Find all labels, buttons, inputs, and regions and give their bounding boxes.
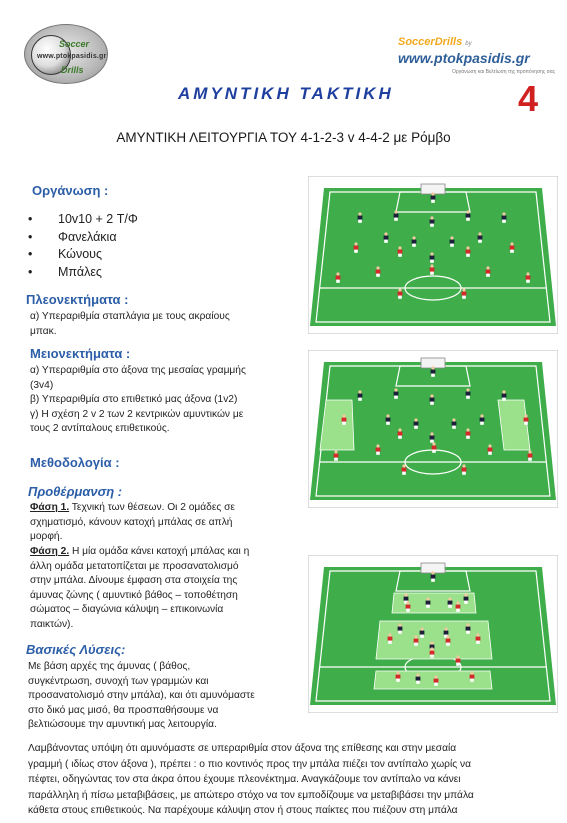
player-head [426, 597, 429, 600]
list-item: • Μπάλες [28, 264, 138, 282]
player-shirt [526, 276, 531, 280]
disadvantages-text [30, 364, 246, 437]
logo-word-soccer: Soccer [59, 39, 90, 49]
player-shirt [336, 276, 341, 280]
player-shirt [402, 468, 407, 472]
player-shirt [416, 677, 421, 681]
player-head [342, 414, 345, 417]
brand-by: by [465, 41, 472, 47]
player-head [456, 655, 459, 658]
text-line [30, 501, 235, 516]
warmup-heading: Προθέρμανση : [28, 484, 123, 499]
player-head [404, 593, 407, 596]
player-shorts [464, 601, 468, 604]
player-shorts [402, 472, 406, 475]
player-shorts [430, 260, 434, 263]
logo-url: www.ptokpasidis.gr [37, 53, 107, 60]
player-shirt [430, 268, 435, 272]
player-shirt [358, 394, 363, 398]
player-head [430, 641, 433, 644]
player-head [416, 673, 419, 676]
player-shorts [354, 250, 358, 253]
text-line: β) Υπεραριθμία στο επιθετικό μας άξονα (1v2) [30, 394, 238, 406]
methodology-heading: Μεθοδολογία : [30, 455, 120, 470]
text-line: πέφτει, οδηγώντας τον στα άκρα όπου έχουμε πλεονέκτημα. Αναγκάζουμε τον αντίπαλο να κάνει [28, 774, 461, 786]
player-shorts [432, 450, 436, 453]
player-shirt [431, 370, 436, 374]
player-shorts [480, 422, 484, 425]
phase1-label: Φάση 1. [30, 502, 70, 513]
player-head [528, 450, 531, 453]
player-head [430, 252, 433, 255]
player-head [354, 242, 357, 245]
player-shorts [470, 679, 474, 682]
text-line: στην μπάλα. Δίνουμε έμφαση στα στοιχεία της [30, 575, 238, 587]
text-line: στο δικό μας μισό, θα προσπαθήσουμε να [28, 704, 219, 716]
player-shirt [432, 446, 437, 450]
player-head [398, 623, 401, 626]
text-line: συγκέντρωση, συνοχή των γραμμών και [28, 675, 209, 687]
player-shirt [398, 292, 403, 296]
player-shorts [388, 641, 392, 644]
list-item: • 10v10 + 2 Τ/Φ [28, 211, 138, 229]
player-shorts [452, 426, 456, 429]
player-shirt [394, 214, 399, 218]
player-shorts [450, 244, 454, 247]
player-shorts [510, 250, 514, 253]
player-shirt [480, 418, 485, 422]
text-line: γ) Η σχέση 2 v 2 των 2 κεντρικών αμυντικών με [30, 408, 244, 420]
text-line: σχηματισμό, κάνουν κατοχή μπάλας σε απλή [30, 516, 233, 528]
player-shirt [446, 639, 451, 643]
player-head [398, 246, 401, 249]
player-shirt [431, 575, 436, 579]
player-shirt [456, 659, 461, 663]
text-line: παράλληλη ή πίσω μεταβιβάσεις, με απώτερο στόχο να τον εμποδίζουμε να μεταβιβάσει την μπάλα [28, 789, 474, 801]
player-shorts [396, 679, 400, 682]
player-shirt [420, 631, 425, 635]
player-shirt [430, 256, 435, 260]
player-shirt [502, 394, 507, 398]
player-head [466, 246, 469, 249]
player-shirt [488, 448, 493, 452]
player-shirt [510, 246, 515, 250]
player-head [358, 390, 361, 393]
player-head [376, 444, 379, 447]
player-shorts [426, 605, 430, 608]
list-item: • Κώνους [28, 246, 138, 264]
brand-tagline: Οργάνωση και Βελτίωση της προπόνησης σας [452, 69, 556, 75]
player-shorts [430, 272, 434, 275]
player-head [524, 414, 527, 417]
player-head [402, 464, 405, 467]
player-head [414, 635, 417, 638]
player-head [358, 212, 361, 215]
player-head [336, 272, 339, 275]
player-shirt [376, 448, 381, 452]
bottom-paragraph [28, 741, 550, 819]
player-head [388, 633, 391, 636]
player-shorts [414, 426, 418, 429]
player-shorts [412, 244, 416, 247]
player-shorts [434, 683, 438, 686]
player-shorts [478, 240, 482, 243]
zone-attack [374, 671, 492, 689]
player-shirt [466, 392, 471, 396]
text-line: σώματος – διαγώνια κάλυψη – επικοινωνία [30, 604, 224, 616]
player-head [430, 432, 433, 435]
player-shirt [452, 422, 457, 426]
player-head [462, 464, 465, 467]
phase2-line: Η μία ομάδα κάνει κατοχή μπάλας και η [69, 546, 250, 557]
brand-name-text: SoccerDrills [398, 36, 463, 48]
player-head [502, 390, 505, 393]
pitch-diagram-phase1 [308, 350, 558, 508]
player-shirt [376, 270, 381, 274]
disadvantages-heading: Μειονεκτήματα : [30, 346, 131, 361]
player-shirt [456, 605, 461, 609]
player-shirt [478, 236, 483, 240]
player-head [462, 288, 465, 291]
player-head [478, 232, 481, 235]
advantages-text [30, 310, 230, 339]
player-head [384, 232, 387, 235]
player-shorts [430, 655, 434, 658]
player-shirt [384, 236, 389, 240]
player-shirt [430, 220, 435, 224]
player-shirt [470, 675, 475, 679]
player-shorts [336, 280, 340, 283]
player-shorts [416, 681, 420, 684]
player-head [526, 272, 529, 275]
player-shorts [462, 296, 466, 299]
player-head [466, 388, 469, 391]
phase1-line: Τεχνική των θέσεων. Οι 2 ομάδες σε [69, 502, 235, 513]
organization-list [28, 211, 138, 281]
player-shorts [502, 398, 506, 401]
player-head [452, 418, 455, 421]
player-shirt [404, 597, 409, 601]
player-head [448, 597, 451, 600]
text-line: μορφή. [30, 531, 63, 543]
player-shirt [430, 651, 435, 655]
player-shorts [486, 274, 490, 277]
player-shirt [430, 436, 435, 440]
player-shirt [398, 432, 403, 436]
player-head [510, 242, 513, 245]
player-shorts [334, 458, 338, 461]
player-shirt [466, 432, 471, 436]
player-shorts [384, 240, 388, 243]
player-shorts [386, 422, 390, 425]
soccer-drills-logo [24, 24, 108, 84]
player-shorts [431, 374, 435, 377]
player-head [488, 444, 491, 447]
player-head [476, 633, 479, 636]
player-head [398, 288, 401, 291]
player-head [396, 671, 399, 674]
page-subtitle: ΑΜΥΝΤΙΚΗ ΛΕΙΤΟΥΡΓΙΑ ΤΟΥ 4-1-2-3 v 4-4-2 με Ρόμβο [116, 130, 451, 145]
player-head [450, 236, 453, 239]
player-head [486, 266, 489, 269]
player-shirt [398, 627, 403, 631]
player-head [414, 418, 417, 421]
advantages-heading: Πλεονεκτήματα : [26, 292, 129, 307]
player-shirt [414, 639, 419, 643]
player-head [431, 192, 434, 195]
player-shorts [456, 663, 460, 666]
player-shorts [342, 422, 346, 425]
player-head [470, 671, 473, 674]
player-shorts [430, 440, 434, 443]
player-shorts [524, 422, 528, 425]
player-head [430, 647, 433, 650]
player-shirt [354, 246, 359, 250]
text-line: (3v4) [30, 379, 54, 391]
player-shirt [426, 601, 431, 605]
player-shorts [502, 220, 506, 223]
player-shirt [466, 627, 471, 631]
player-shirt [450, 240, 455, 244]
player-shirt [342, 418, 347, 422]
player-shirt [394, 392, 399, 396]
player-shorts [398, 254, 402, 257]
player-head [430, 216, 433, 219]
text-line: α) Υπεραριθμία στο άξονα της μεσαίας γραμμής [30, 365, 246, 376]
player-head [376, 266, 379, 269]
player-shorts [358, 398, 362, 401]
player-head [480, 414, 483, 417]
player-shorts [462, 472, 466, 475]
player-head [446, 635, 449, 638]
player-shorts [394, 396, 398, 399]
player-head [431, 366, 434, 369]
player-shorts [446, 643, 450, 646]
player-shirt [466, 214, 471, 218]
player-head [444, 627, 447, 630]
player-shorts [431, 200, 435, 203]
player-shorts [528, 458, 532, 461]
player-head [386, 414, 389, 417]
player-head [394, 388, 397, 391]
text-line: Με βάση αρχές της άμυνας ( βάθος, [28, 661, 191, 672]
player-shirt [334, 454, 339, 458]
text-line: βελτιώσουμε την αμυντική μας λειτουργία. [28, 719, 217, 731]
player-shirt [358, 216, 363, 220]
drill-number: 4 [518, 78, 539, 119]
player-shirt [430, 398, 435, 402]
player-shorts [430, 402, 434, 405]
player-shirt [431, 196, 436, 200]
player-shorts [430, 224, 434, 227]
basic-solutions-heading: Βασικές Λύσεις: [26, 642, 126, 657]
player-shirt [466, 250, 471, 254]
phase2-label: Φάση 2. [30, 546, 70, 557]
player-shorts [466, 218, 470, 221]
player-shorts [466, 254, 470, 257]
player-shorts [466, 396, 470, 399]
player-shorts [376, 274, 380, 277]
player-shirt [524, 418, 529, 422]
brand-name [398, 36, 472, 48]
player-head [412, 236, 415, 239]
phase1-text [30, 501, 235, 545]
player-shirt [464, 597, 469, 601]
player-shirt [406, 605, 411, 609]
player-shorts [376, 452, 380, 455]
player-head [406, 601, 409, 604]
player-shirt [486, 270, 491, 274]
player-shorts [448, 605, 452, 608]
player-shorts [420, 635, 424, 638]
player-head [398, 428, 401, 431]
player-head [466, 623, 469, 626]
text-line: Λαμβάνοντας υπόψη ότι αμυνόμαστε σε υπεραριθμία στον άξονα της επίθεσης και στην μεσαία [28, 743, 457, 754]
player-head [431, 571, 434, 574]
player-shirt [386, 418, 391, 422]
pitch-diagram-formation [308, 176, 558, 334]
player-shirt [412, 240, 417, 244]
player-shirt [462, 292, 467, 296]
player-head [434, 675, 437, 678]
text-line: τους 2 αντίπαλους επιθετικούς. [30, 423, 170, 435]
player-shirt [444, 631, 449, 635]
player-shirt [462, 468, 467, 472]
player-head [430, 394, 433, 397]
text-line: γραμμή ( ιδίως στον άξονα ), πρέπει : ο πιο κοντινός προς την μπάλα πιέζει τον αντίπαλο χωρίς να [28, 758, 471, 770]
player-shorts [398, 436, 402, 439]
text-line: προσανατολισμό στην μπάλα), και ότι αμυνόμαστε [28, 690, 255, 702]
brand-url: www.ptokpasidis.gr [398, 50, 530, 66]
player-shorts [526, 280, 530, 283]
player-head [464, 593, 467, 596]
player-shirt [398, 250, 403, 254]
logo-word-drills: Drills [61, 65, 84, 75]
player-shirt [396, 675, 401, 679]
player-shorts [488, 452, 492, 455]
text-line: μπακ. [30, 325, 57, 337]
player-shirt [502, 216, 507, 220]
player-shorts [398, 631, 402, 634]
player-head [432, 442, 435, 445]
text-line: παικτών). [30, 618, 74, 630]
player-shirt [388, 637, 393, 641]
player-head [456, 601, 459, 604]
player-shorts [456, 609, 460, 612]
player-head [502, 212, 505, 215]
player-shorts [466, 436, 470, 439]
player-shirt [476, 637, 481, 641]
player-shorts [476, 641, 480, 644]
player-shirt [528, 454, 533, 458]
zone-right [498, 400, 530, 450]
pitch-diagram-phase2 [308, 555, 558, 713]
text-line: α) Υπεραριθμία σταπλάγια με τους ακραίους [30, 311, 230, 322]
organization-heading: Οργάνωση : [32, 183, 109, 198]
text-line: κάθετα στους επιθετικούς. Να παρέχουμε κάλυψη στον ή στους παίκτες που πιέζουν στη μπάλα [28, 805, 458, 817]
text-line: άλλη ομάδα μετατοπίζεται με προσανατολισμό [30, 560, 239, 572]
list-item: • Φανελάκια [28, 229, 138, 247]
basic-solutions-text [28, 660, 255, 733]
player-shirt [434, 679, 439, 683]
player-head [420, 627, 423, 630]
player-shorts [414, 643, 418, 646]
phase2-text [30, 545, 249, 633]
player-head [466, 210, 469, 213]
zone-left [320, 400, 354, 450]
player-shorts [358, 220, 362, 223]
player-shirt [448, 601, 453, 605]
player-shorts [398, 296, 402, 299]
player-shorts [394, 218, 398, 221]
player-head [430, 264, 433, 267]
player-shorts [431, 579, 435, 582]
player-head [394, 210, 397, 213]
player-head [466, 428, 469, 431]
page-title: ΑΜΥΝΤΙΚΗ ΤΑΚΤΙΚΗ [178, 84, 394, 103]
text-line: άμυνας ζώνης ( αμυντικό βάθος – τοποθέτηση [30, 589, 238, 601]
player-head [334, 450, 337, 453]
player-shirt [414, 422, 419, 426]
player-shorts [466, 631, 470, 634]
player-shorts [406, 609, 410, 612]
text-line [30, 545, 249, 560]
